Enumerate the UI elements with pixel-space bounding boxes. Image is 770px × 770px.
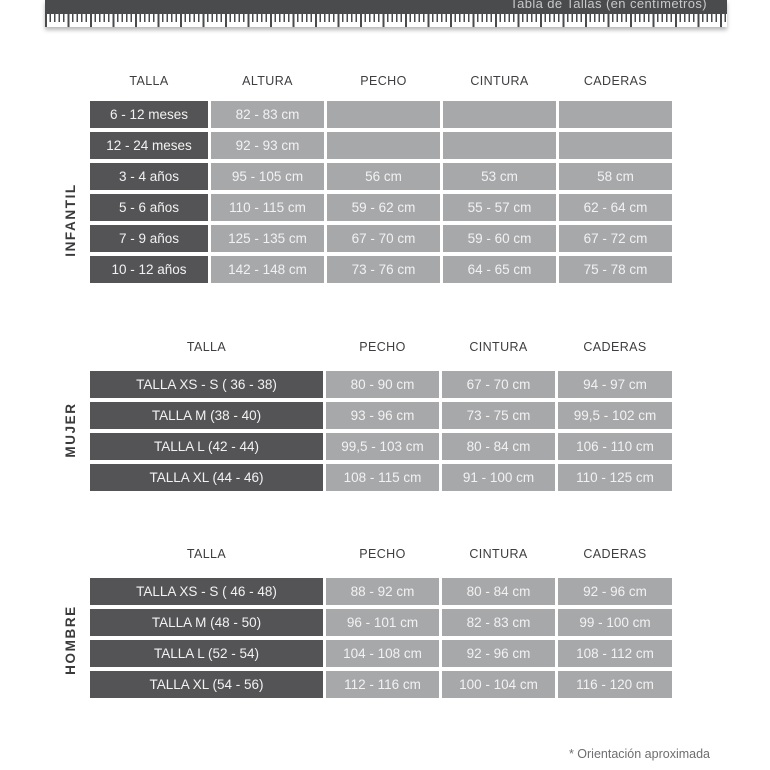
title-bar	[45, 0, 727, 14]
value-cell: 64 - 65 cm	[443, 256, 556, 283]
value-cell: 99,5 - 103 cm	[326, 433, 439, 460]
talla-cell: TALLA M (48 - 50)	[90, 609, 323, 636]
column-header-caderas: CADERAS	[583, 340, 647, 354]
value-cell: 82 - 83 cm	[211, 101, 324, 128]
value-cell: 91 - 100 cm	[442, 464, 555, 491]
value-cell: 62 - 64 cm	[559, 194, 672, 221]
value-cell: 93 - 96 cm	[326, 402, 439, 429]
column-header-cintura: CINTURA	[469, 340, 528, 354]
value-cell	[327, 132, 440, 159]
value-cell: 92 - 96 cm	[442, 640, 555, 667]
value-cell: 67 - 70 cm	[442, 371, 555, 398]
footnote: * Orientación aproximada	[568, 747, 710, 761]
ruler-ticks-icon	[45, 14, 727, 27]
value-cell: 88 - 92 cm	[326, 578, 439, 605]
value-cell	[559, 132, 672, 159]
section-label-mujer: MUJER	[63, 402, 78, 458]
value-cell: 100 - 104 cm	[442, 671, 555, 698]
value-cell: 59 - 60 cm	[443, 225, 556, 252]
column-header-talla: TALLA	[186, 547, 227, 561]
value-cell: 110 - 115 cm	[211, 194, 324, 221]
column-header-talla: TALLA	[129, 74, 169, 88]
value-cell: 80 - 90 cm	[326, 371, 439, 398]
value-cell: 112 - 116 cm	[326, 671, 439, 698]
value-cell	[443, 101, 556, 128]
value-cell: 80 - 84 cm	[442, 433, 555, 460]
value-cell: 116 - 120 cm	[558, 671, 672, 698]
talla-cell: TALLA XS - S ( 36 - 38)	[90, 371, 323, 398]
value-cell: 104 - 108 cm	[326, 640, 439, 667]
value-cell: 56 cm	[327, 163, 440, 190]
talla-cell: 3 - 4 años	[90, 163, 208, 190]
value-cell	[559, 101, 672, 128]
section-hombre	[90, 545, 672, 698]
mujer-header-row	[90, 338, 672, 356]
talla-cell: TALLA L (42 - 44)	[90, 433, 323, 460]
value-cell: 142 - 148 cm	[211, 256, 324, 283]
infantil-header-row	[90, 72, 672, 90]
value-cell: 125 - 135 cm	[211, 225, 324, 252]
value-cell: 94 - 97 cm	[558, 371, 672, 398]
value-cell: 55 - 57 cm	[443, 194, 556, 221]
column-header-pecho: PECHO	[360, 74, 407, 88]
section-infantil	[90, 72, 672, 283]
talla-cell: 5 - 6 años	[90, 194, 208, 221]
value-cell: 80 - 84 cm	[442, 578, 555, 605]
value-cell: 67 - 70 cm	[327, 225, 440, 252]
hombre-header-row	[90, 545, 672, 563]
value-cell: 108 - 112 cm	[558, 640, 672, 667]
mujer-table-body	[90, 371, 672, 491]
column-header-pecho: PECHO	[359, 547, 406, 561]
value-cell: 59 - 62 cm	[327, 194, 440, 221]
talla-cell: 6 - 12 meses	[90, 101, 208, 128]
value-cell: 95 - 105 cm	[211, 163, 324, 190]
talla-cell: 7 - 9 años	[90, 225, 208, 252]
value-cell: 53 cm	[443, 163, 556, 190]
talla-cell: TALLA XL (44 - 46)	[90, 464, 323, 491]
section-mujer	[90, 338, 672, 491]
value-cell	[443, 132, 556, 159]
column-header-caderas: CADERAS	[583, 74, 648, 88]
column-header-talla: TALLA	[186, 340, 227, 354]
hombre-table-body	[90, 578, 672, 698]
value-cell: 58 cm	[559, 163, 672, 190]
column-header-altura: ALTURA	[242, 74, 293, 88]
column-header-cintura: CINTURA	[470, 74, 529, 88]
value-cell: 106 - 110 cm	[558, 433, 672, 460]
value-cell: 67 - 72 cm	[559, 225, 672, 252]
value-cell: 73 - 75 cm	[442, 402, 555, 429]
value-cell: 108 - 115 cm	[326, 464, 439, 491]
column-header-pecho: PECHO	[359, 340, 406, 354]
column-header-caderas: CADERAS	[583, 547, 647, 561]
value-cell	[327, 101, 440, 128]
value-cell: 73 - 76 cm	[327, 256, 440, 283]
value-cell: 75 - 78 cm	[559, 256, 672, 283]
value-cell: 99 - 100 cm	[558, 609, 672, 636]
talla-cell: TALLA L (52 - 54)	[90, 640, 323, 667]
page-title: Tabla de Tallas (en centímetros)	[510, 0, 707, 11]
value-cell: 92 - 96 cm	[558, 578, 672, 605]
section-label-infantil: INFANTIL	[63, 183, 78, 257]
infantil-table-body	[90, 101, 672, 283]
ruler-banner	[45, 0, 727, 27]
value-cell: 110 - 125 cm	[558, 464, 672, 491]
value-cell: 92 - 93 cm	[211, 132, 324, 159]
talla-cell: TALLA XS - S ( 46 - 48)	[90, 578, 323, 605]
value-cell: 82 - 83 cm	[442, 609, 555, 636]
talla-cell: 12 - 24 meses	[90, 132, 208, 159]
section-label-hombre: HOMBRE	[63, 605, 78, 675]
talla-cell: TALLA M (38 - 40)	[90, 402, 323, 429]
value-cell: 96 - 101 cm	[326, 609, 439, 636]
talla-cell: TALLA XL (54 - 56)	[90, 671, 323, 698]
column-header-cintura: CINTURA	[469, 547, 528, 561]
value-cell: 99,5 - 102 cm	[558, 402, 672, 429]
talla-cell: 10 - 12 años	[90, 256, 208, 283]
